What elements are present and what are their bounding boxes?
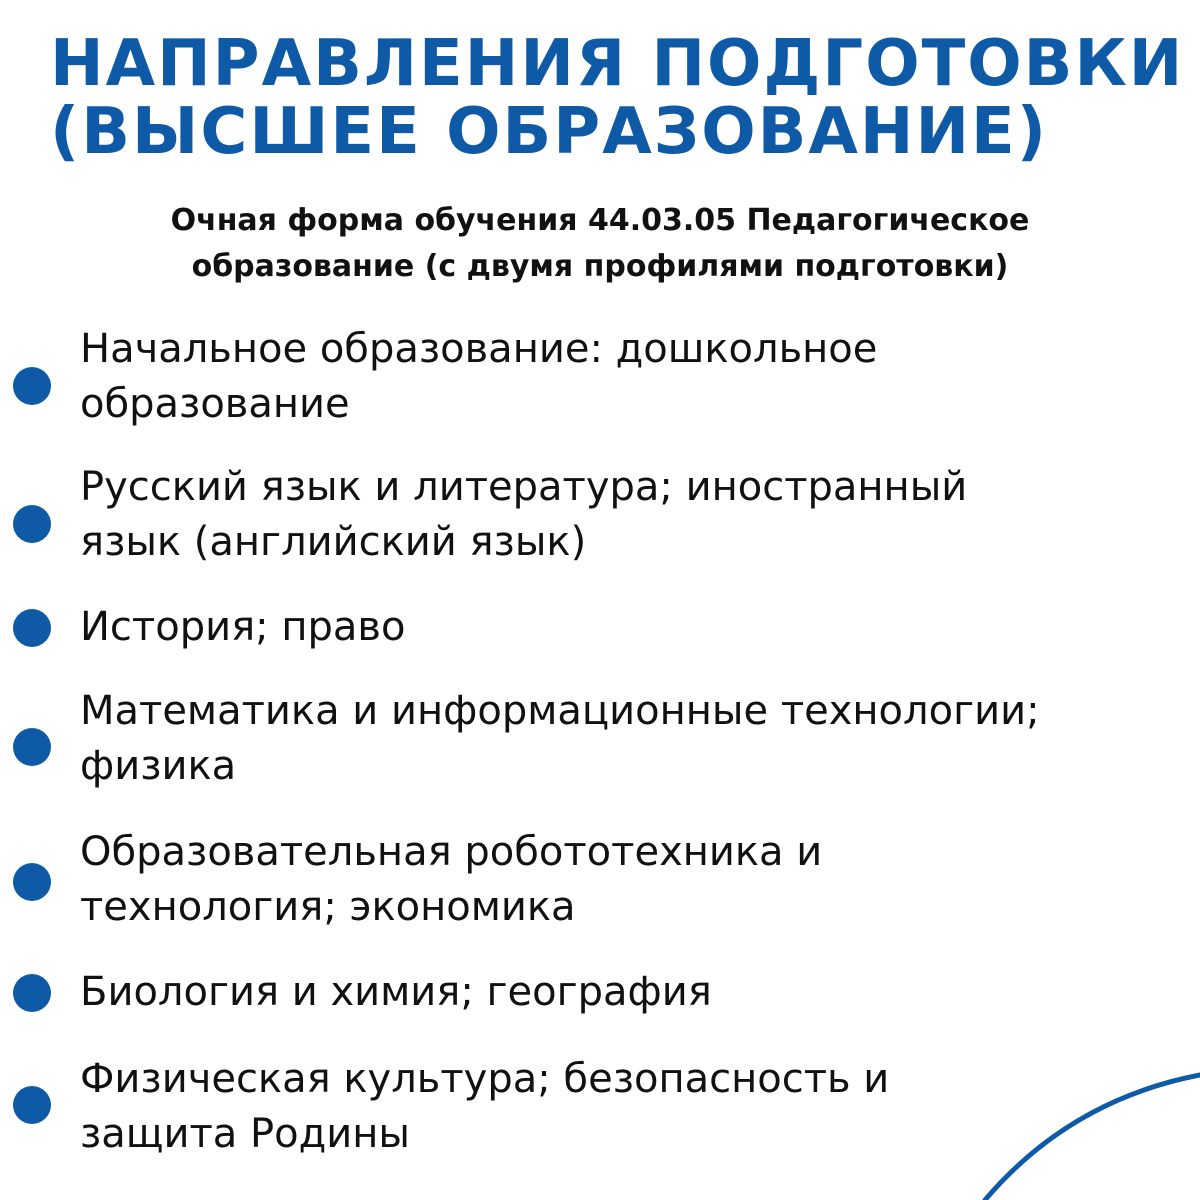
list-item-label	[80, 965, 1190, 1020]
list-item-label-line-1: Биология и химия; география	[80, 969, 712, 1015]
list-item-label	[80, 684, 1190, 794]
program-subtitle-line-2: образование (с двумя профилями подготовки)	[191, 249, 1009, 284]
bullet-dot-icon	[13, 974, 51, 1012]
list-item-label	[80, 825, 1190, 935]
page-title	[50, 27, 1185, 169]
list-item-label-line-1: История; право	[80, 604, 406, 650]
list-item-label-line-1: Начальное образование: дошкольное	[80, 326, 878, 372]
page-title-line-1: НАПРАВЛЕНИЯ ПОДГОТОВКИ	[50, 27, 1185, 101]
list-item-label-line-2: язык (английский язык)	[80, 519, 587, 565]
list-item-label	[80, 600, 1190, 655]
program-subtitle-line-1: Очная форма обучения 44.03.05 Педагогическое	[170, 203, 1030, 238]
list-item-label	[80, 1052, 1190, 1162]
list-item-label-line-1: Математика и информационные технологии;	[80, 688, 1040, 734]
list-item-label-line-1: Физическая культура; безопасность и	[80, 1056, 890, 1102]
bullet-dot-icon	[13, 728, 51, 766]
list-item-label-line-2: образование	[80, 381, 350, 427]
bullet-dot-icon	[13, 609, 51, 647]
bullet-dot-icon	[13, 1086, 51, 1124]
list-item-label-line-1: Образовательная робототехника и	[80, 829, 823, 875]
list-item-label-line-1: Русский язык и литература; иностранный	[80, 464, 968, 510]
bullet-dot-icon	[13, 863, 51, 901]
program-subtitle	[80, 198, 1120, 290]
page-title-line-2: (ВЫСШЕЕ ОБРАЗОВАНИЕ)	[50, 95, 1048, 169]
list-item-label-line-2: физика	[80, 743, 237, 789]
bullet-dot-icon	[13, 367, 51, 405]
list-item-label-line-2: защита Родины	[80, 1111, 410, 1157]
list-item-label-line-2: технология; экономика	[80, 884, 576, 930]
list-item-label	[80, 460, 1190, 570]
bullet-dot-icon	[13, 505, 51, 543]
list-item-label	[80, 322, 1190, 432]
